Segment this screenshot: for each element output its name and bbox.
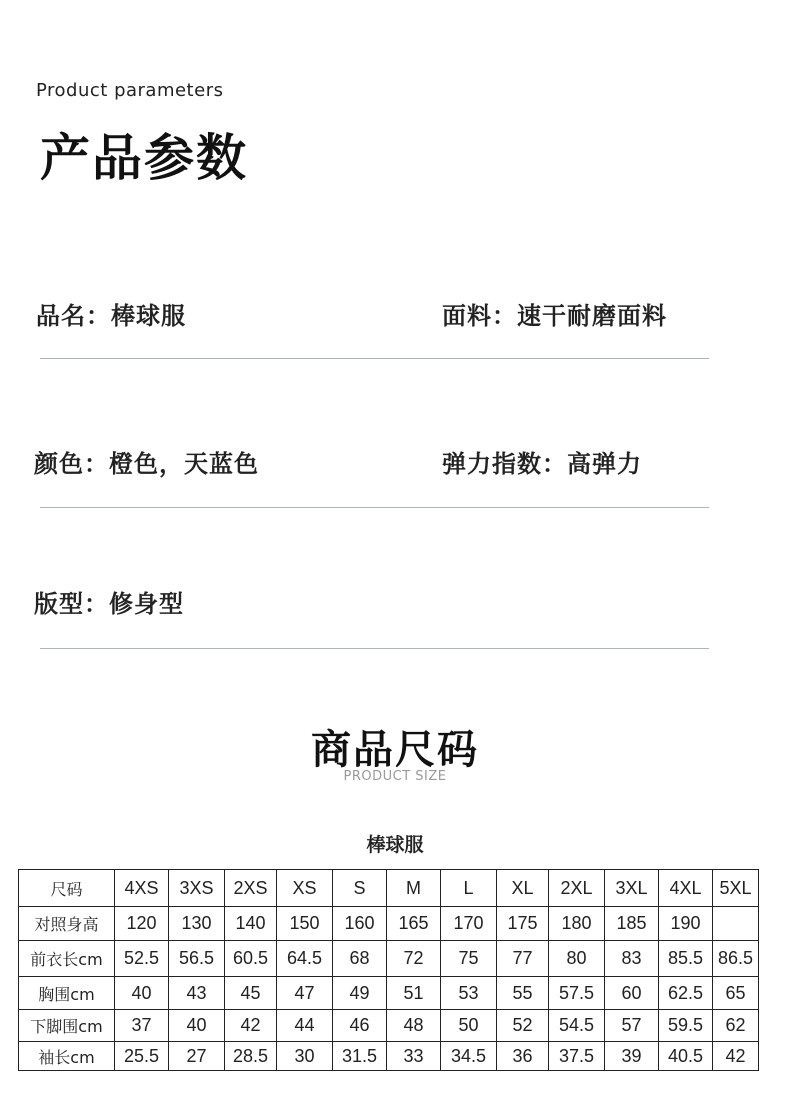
- table-cell: 46: [333, 1010, 387, 1042]
- table-cell: 57: [605, 1010, 659, 1042]
- table-cell: 56.5: [169, 941, 225, 977]
- table-cell: 47: [277, 977, 333, 1010]
- table-cell: [713, 907, 759, 941]
- divider: [40, 648, 709, 649]
- size-section-title: 商品尺码: [311, 727, 479, 773]
- table-cell: XL: [497, 870, 549, 907]
- table-row-label: 前衣长cm: [19, 941, 115, 977]
- table-cell: 42: [225, 1010, 277, 1042]
- param-fabric: 面料：速干耐磨面料: [442, 302, 667, 330]
- header-subtitle-en: Product parameters: [36, 80, 224, 101]
- table-row: [19, 907, 759, 941]
- table-cell: 5XL: [713, 870, 759, 907]
- table-cell: 170: [441, 907, 497, 941]
- table-cell: 44: [277, 1010, 333, 1042]
- table-cell: 130: [169, 907, 225, 941]
- divider: [40, 507, 709, 508]
- table-cell: 77: [497, 941, 549, 977]
- table-cell: 150: [277, 907, 333, 941]
- table-cell: 45: [225, 977, 277, 1010]
- table-row-label: 胸围cm: [19, 977, 115, 1010]
- table-cell: S: [333, 870, 387, 907]
- table-row: [19, 1042, 759, 1071]
- table-cell: 57.5: [549, 977, 605, 1010]
- table-cell: 33: [387, 1042, 441, 1071]
- table-cell: 62.5: [659, 977, 713, 1010]
- table-cell: M: [387, 870, 441, 907]
- table-cell: 40: [115, 977, 169, 1010]
- table-cell: 60: [605, 977, 659, 1010]
- table-cell: 165: [387, 907, 441, 941]
- table-cell: 37: [115, 1010, 169, 1042]
- table-cell: 49: [333, 977, 387, 1010]
- table-cell: 52.5: [115, 941, 169, 977]
- table-cell: 3XL: [605, 870, 659, 907]
- param-fit: 版型：修身型: [34, 590, 184, 618]
- table-cell: 48: [387, 1010, 441, 1042]
- param-product-name: 品名：棒球服: [36, 302, 186, 330]
- table-cell: 75: [441, 941, 497, 977]
- table-row: [19, 977, 759, 1010]
- table-cell: 120: [115, 907, 169, 941]
- table-cell: 4XL: [659, 870, 713, 907]
- table-cell: 25.5: [115, 1042, 169, 1071]
- table-cell: 64.5: [277, 941, 333, 977]
- table-cell: 34.5: [441, 1042, 497, 1071]
- table-cell: 54.5: [549, 1010, 605, 1042]
- table-cell: 185: [605, 907, 659, 941]
- table-cell: 43: [169, 977, 225, 1010]
- table-cell: 53: [441, 977, 497, 1010]
- table-cell: 39: [605, 1042, 659, 1071]
- table-cell: 60.5: [225, 941, 277, 977]
- table-cell: 30: [277, 1042, 333, 1071]
- table-cell: 55: [497, 977, 549, 1010]
- table-cell: 190: [659, 907, 713, 941]
- table-cell: XS: [277, 870, 333, 907]
- table-row-label: 袖长cm: [19, 1042, 115, 1071]
- table-cell: 2XL: [549, 870, 605, 907]
- table-cell: 31.5: [333, 1042, 387, 1071]
- table-cell: 42: [713, 1042, 759, 1071]
- table-cell: 51: [387, 977, 441, 1010]
- divider: [40, 358, 709, 359]
- table-cell: 28.5: [225, 1042, 277, 1071]
- table-cell: 175: [497, 907, 549, 941]
- table-cell: 83: [605, 941, 659, 977]
- table-cell: 4XS: [115, 870, 169, 907]
- table-cell: 59.5: [659, 1010, 713, 1042]
- table-cell: 36: [497, 1042, 549, 1071]
- table-cell: 52: [497, 1010, 549, 1042]
- table-cell: 140: [225, 907, 277, 941]
- table-cell: L: [441, 870, 497, 907]
- table-cell: 80: [549, 941, 605, 977]
- table-row-label: 尺码: [19, 870, 115, 907]
- table-cell: 50: [441, 1010, 497, 1042]
- table-cell: 86.5: [713, 941, 759, 977]
- size-section-subtitle: PRODUCT SIZE: [343, 769, 447, 784]
- table-row: [19, 1010, 759, 1042]
- table-cell: 40: [169, 1010, 225, 1042]
- table-cell: 65: [713, 977, 759, 1010]
- table-cell: 72: [387, 941, 441, 977]
- size-table-caption: 棒球服: [366, 834, 424, 856]
- table-cell: 62: [713, 1010, 759, 1042]
- page-title: 产品参数: [40, 129, 248, 187]
- size-table: [18, 869, 759, 1071]
- table-cell: 180: [549, 907, 605, 941]
- table-cell: 27: [169, 1042, 225, 1071]
- table-header-row: [19, 870, 759, 907]
- table-cell: 160: [333, 907, 387, 941]
- table-cell: 2XS: [225, 870, 277, 907]
- table-row: [19, 941, 759, 977]
- table-cell: 40.5: [659, 1042, 713, 1071]
- table-row-label: 对照身高: [19, 907, 115, 941]
- table-row-label: 下脚围cm: [19, 1010, 115, 1042]
- table-cell: 68: [333, 941, 387, 977]
- table-cell: 85.5: [659, 941, 713, 977]
- param-elasticity: 弹力指数：高弹力: [442, 450, 642, 478]
- table-cell: 37.5: [549, 1042, 605, 1071]
- table-cell: 3XS: [169, 870, 225, 907]
- param-color: 颜色：橙色，天蓝色: [34, 450, 259, 478]
